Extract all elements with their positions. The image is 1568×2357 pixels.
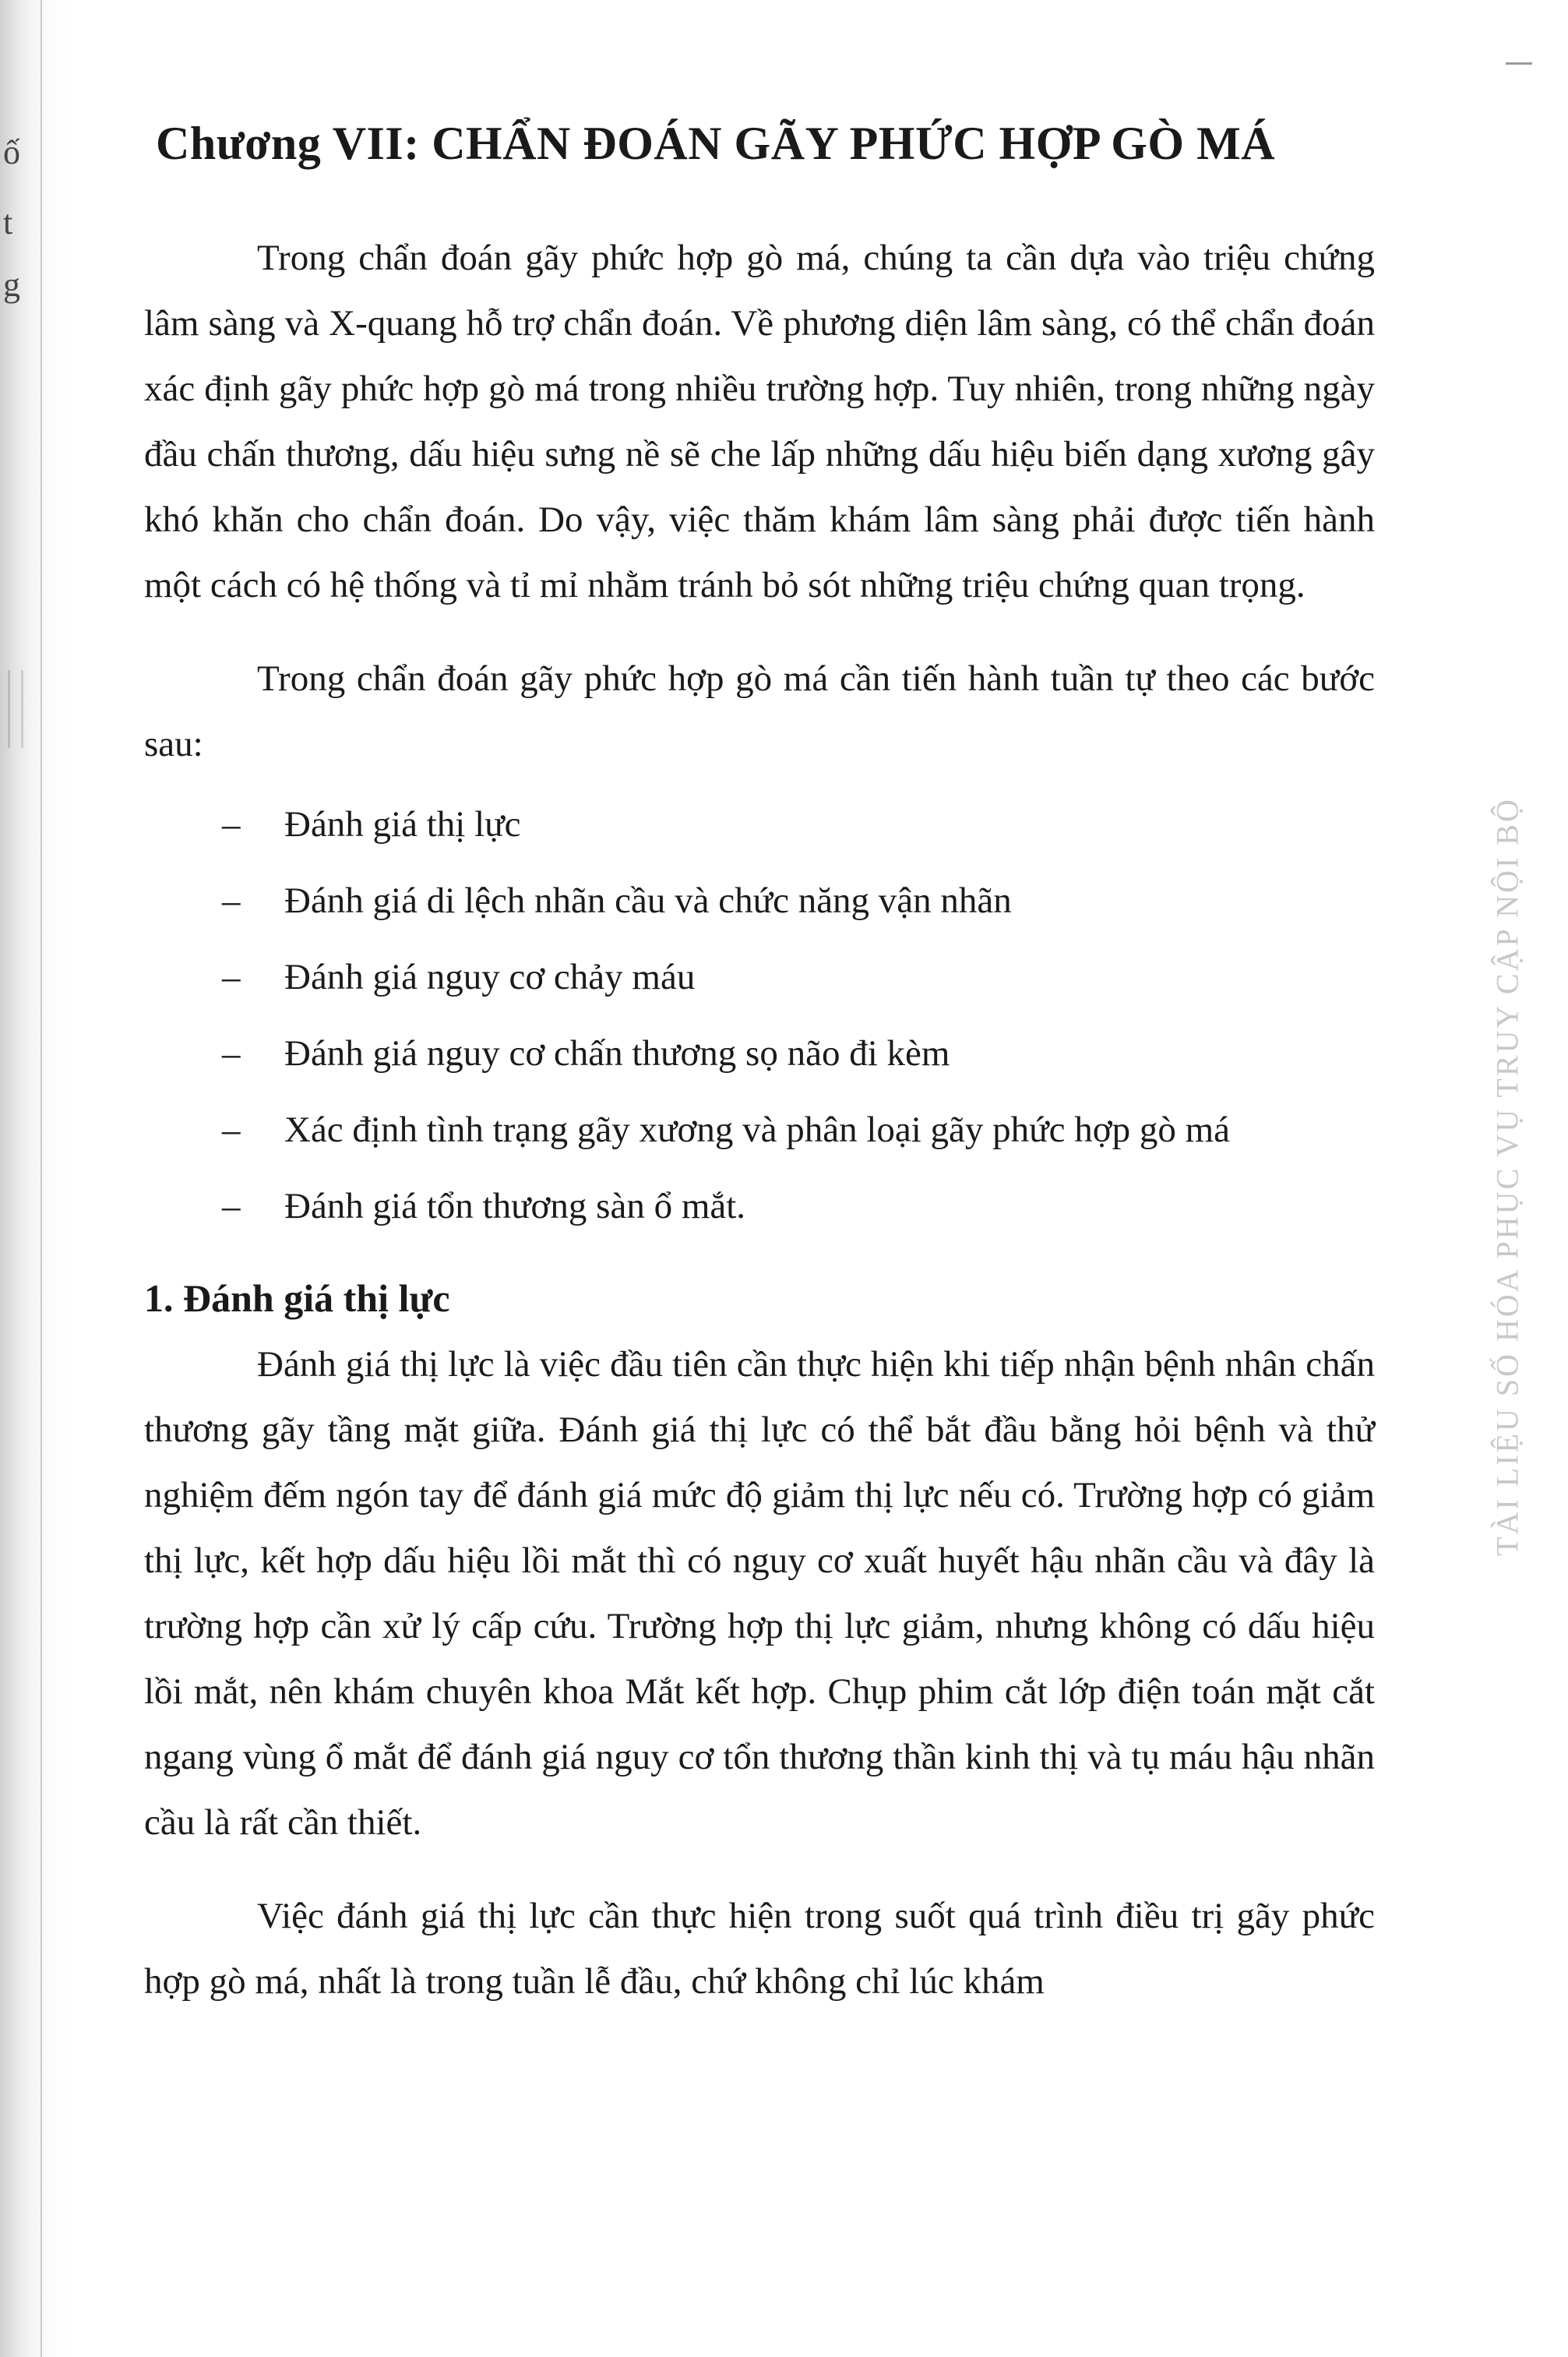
list-item-text: Đánh giá di lệch nhãn cầu và chức năng vận nhãn <box>284 880 1012 921</box>
watermark-text: TÀI LIỆU SỐ HÓA PHỤC VỤ TRUY CẬP NỘI BỘ <box>1489 797 1525 1556</box>
section-paragraph: Đánh giá thị lực là việc đầu tiên cần thực hiện khi tiếp nhận bệnh nhân chấn thương gãy tầng mặt giữa. Đánh giá thị lực có thể bắt đầu bằng hỏi bệnh và thử nghiệm đếm ngón tay để đánh giá mức độ giảm thị lực nếu có. Trường hợp có giảm thị lực, kết hợp dấu hiệu lồi mắt thì có nguy cơ xuất huyết hậu nhãn cầu và đây là trường hợp cần xử lý cấp cứu. Trường hợp thị lực giảm, nhưng không có dấu hiệu lồi mắt, nên khám chuyên khoa Mắt kết hợp. Chụp phim cắt lớp điện toán mặt cắt ngang vùng ổ mắt để đánh giá nguy cơ tổn thương thần kinh thị và tụ máu hậu nhãn cầu là rất cần thiết. <box>144 1344 1375 1843</box>
list-item <box>222 1092 1375 1168</box>
steps-list <box>144 786 1375 1244</box>
section-paragraph: Việc đánh giá thị lực cần thực hiện trong suốt quá trình điều trị gãy phức hợp gò má, nhất là trong tuần lễ đầu, chứ không chỉ lúc khám <box>144 1896 1375 2002</box>
intro-paragraph: Trong chẩn đoán gãy phức hợp gò má, chúng ta cần dựa vào triệu chứng lâm sàng và X-quang hỗ trợ chẩn đoán. Về phương diện lâm sàng, có thể chẩn đoán xác định gãy phức hợp gò má trong nhiều trường hợp. Tuy nhiên, trong những ngày đầu chấn thương, dấu hiệu sưng nề sẽ che lấp những dấu hiệu biến dạng xương gây khó khăn cho chẩn đoán. Do vậy, việc thăm khám lâm sàng phải được tiến hành một cách có hệ thống và tỉ mỉ nhằm tránh bỏ sót những triệu chứng quan trọng. <box>144 238 1375 605</box>
list-dash: – <box>222 880 241 921</box>
binding-mark <box>8 670 23 748</box>
intro-paragraph: Trong chẩn đoán gãy phức hợp gò má cần tiến hành tuần tự theo các bước sau: <box>144 658 1375 764</box>
list-dash: – <box>222 1033 241 1074</box>
list-dash: – <box>222 957 241 997</box>
list-dash: – <box>222 804 241 845</box>
list-item <box>222 939 1375 1015</box>
list-item <box>222 786 1375 863</box>
list-item-text: Đánh giá tổn thương sàn ổ mắt. <box>284 1186 746 1226</box>
chapter-title: Chương VII: CHẨN ĐOÁN GÃY PHỨC HỢP GÒ MÁ <box>156 118 1276 169</box>
list-item <box>222 1015 1375 1092</box>
list-item-text: Đánh giá nguy cơ chảy máu <box>284 957 696 997</box>
list-item-text: Đánh giá thị lực <box>284 804 521 845</box>
gutter-char: g <box>3 266 20 304</box>
page-binding-edge <box>0 0 42 2357</box>
list-item-text: Đánh giá nguy cơ chấn thương sọ não đi kèm <box>284 1033 950 1074</box>
list-item-text: Xác định tình trạng gãy xương và phân loại gãy phức hợp gò má <box>284 1110 1231 1150</box>
list-dash: – <box>222 1186 241 1226</box>
gutter-char: ố <box>3 133 20 171</box>
list-item <box>222 863 1375 939</box>
list-item <box>222 1168 1375 1244</box>
gutter-char: t <box>3 203 13 242</box>
scan-mark <box>1506 62 1532 65</box>
section-heading: 1. Đánh giá thị lực <box>144 1276 450 1320</box>
list-dash: – <box>222 1110 241 1150</box>
page-content <box>144 117 1375 2014</box>
